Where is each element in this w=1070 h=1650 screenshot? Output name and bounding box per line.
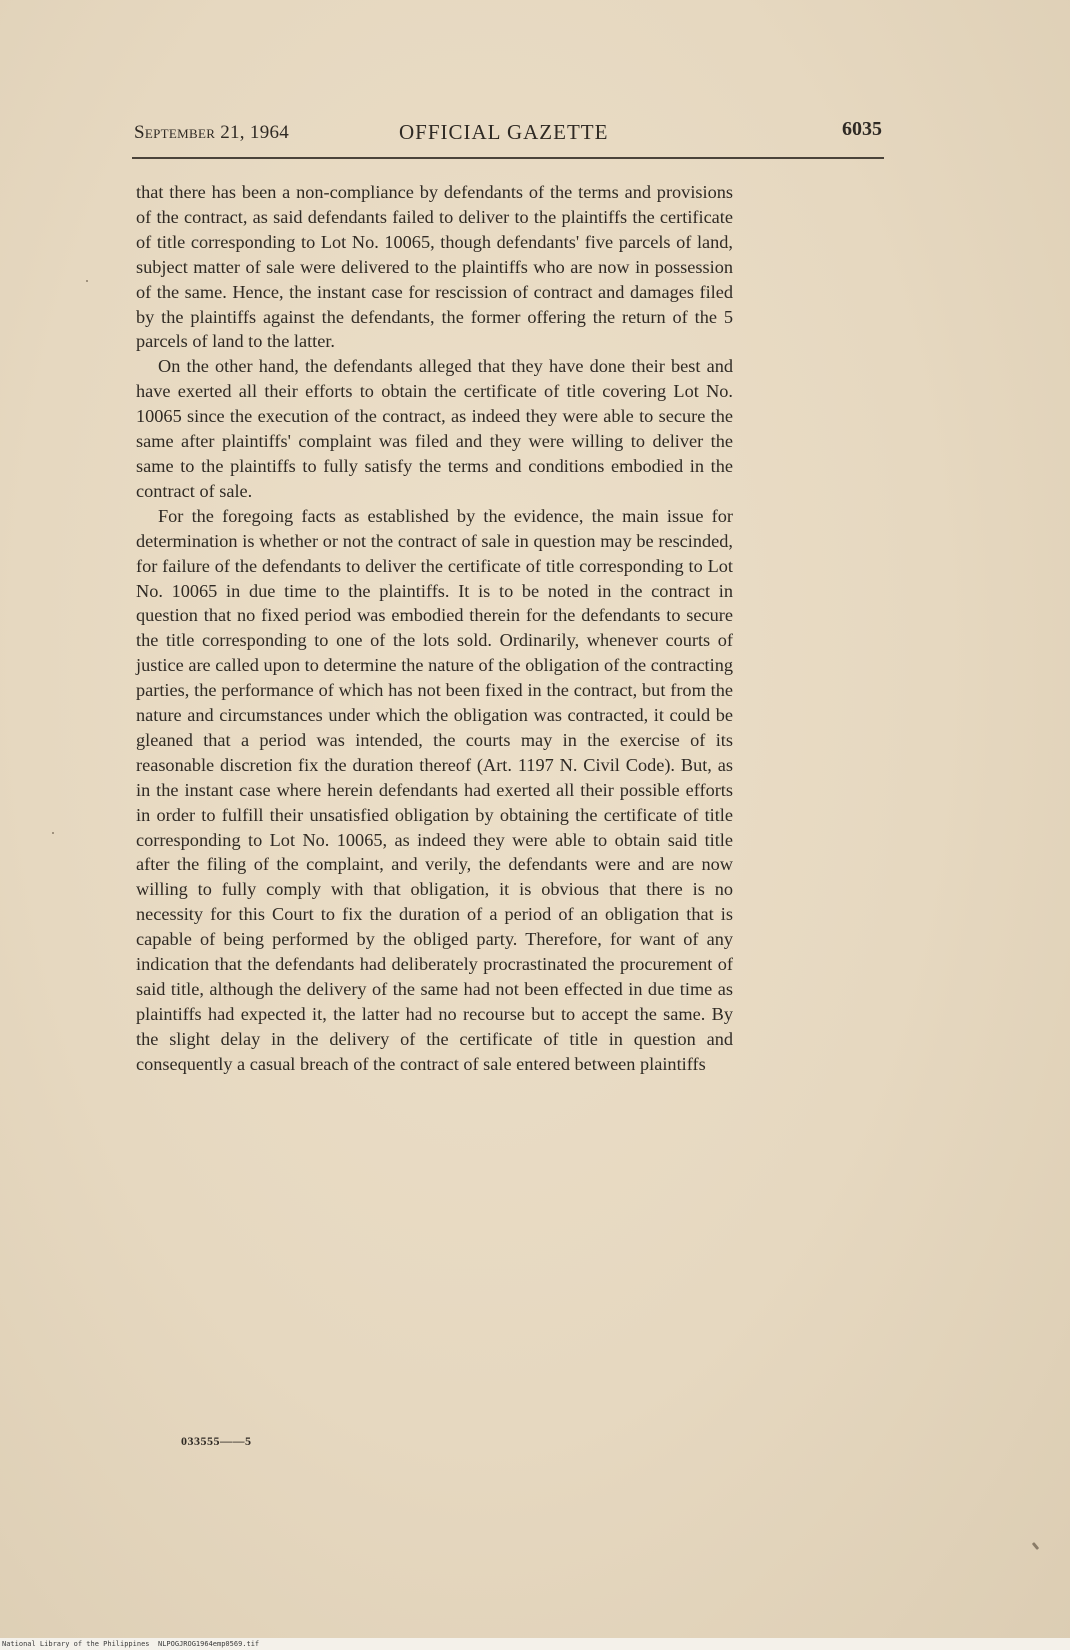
header-date: September 21, 1964 xyxy=(134,122,290,143)
page-number: 6035 xyxy=(842,118,882,140)
paper-speck xyxy=(52,832,54,834)
page-header xyxy=(134,118,882,148)
header-title: OFFICIAL GAZETTE xyxy=(399,120,609,144)
paper-speck xyxy=(1032,1542,1039,1550)
library-label: National Library of the Philippines xyxy=(2,1640,150,1648)
paper-speck xyxy=(86,280,88,282)
header-rule xyxy=(132,157,884,159)
scan-footer xyxy=(0,1638,1070,1650)
paragraph-2: On the other hand, the defendants alleged that they have done their best and have exerted all their efforts to obtain the certificate of title covering Lot No. 10065 since the execution of the contract, as indeed they were able to secure the same after plaintiffs' complaint was filed and they were willing to deliver the same to the plaintiffs to fully satisfy the terms and conditions embodied in the contract of sale. xyxy=(136,356,733,501)
scan-filename: NLPOGJROG1964emp0569.tif xyxy=(158,1640,260,1648)
paragraph-1: that there has been a non-compliance by defendants of the terms and provisions of the contract, as said defendants failed to deliver to the plaintiffs the certificate of title corresponding to Lot No. 10065, though defendants' five parcels of land, subject matter of sale were delivered to the plaintiffs who are now in possession of the same. Hence, the instant case for rescission of contract and damages filed by the plaintiffs against the defendants, the former offering the return of the 5 parcels of land to the latter. xyxy=(136,182,733,352)
article-body xyxy=(136,180,733,1077)
paragraph-3: For the foregoing facts as established by the evidence, the main issue for determination is whether or not the contract of sale in question may be rescinded, for failure of the defendants to deliver the certificate of title corresponding to Lot No. 10065 in due time to the plaintiffs. It is to be noted in the contract in question that no fixed period was embodied therein for the defendants to secure the title corresponding to one of the lots sold. Ordinarily, whenever courts of justice are called upon to determine the nature of the obligation of the contracting parties, the performance of which has not been fixed in the contract, but from the nature and circumstances under which the obligation was contracted, it could be gleaned that a period was intended, the courts may in the exercise of its reasonable discretion fix the duration thereof (Art. 1197 N. Civil Code). But, as in the instant case where herein defendants had exerted all their possible efforts in order to fulfill their unsatisfied obligation by obtaining the certificate of title corresponding to Lot No. 10065, as indeed they were able to obtain said title after the filing of the complaint, and verily, the defendants were and are now willing to fully comply with that obligation, it is obvious that there is no necessity for this Court to fix the duration of a period of an obligation that is capable of being performed by the obliged party. Therefore, for want of any indication that the defendants had deliberately procrastinated the procurement of said title, although the delivery of the same had not been effected in due time as plaintiffs had expected it, the latter had no recourse but to accept the same. By the slight delay in the delivery of the certificate of title in question and consequently a casual breach of the contract of sale entered between plaintiffs xyxy=(136,505,733,1074)
print-code: 033555——5 xyxy=(181,1434,252,1448)
